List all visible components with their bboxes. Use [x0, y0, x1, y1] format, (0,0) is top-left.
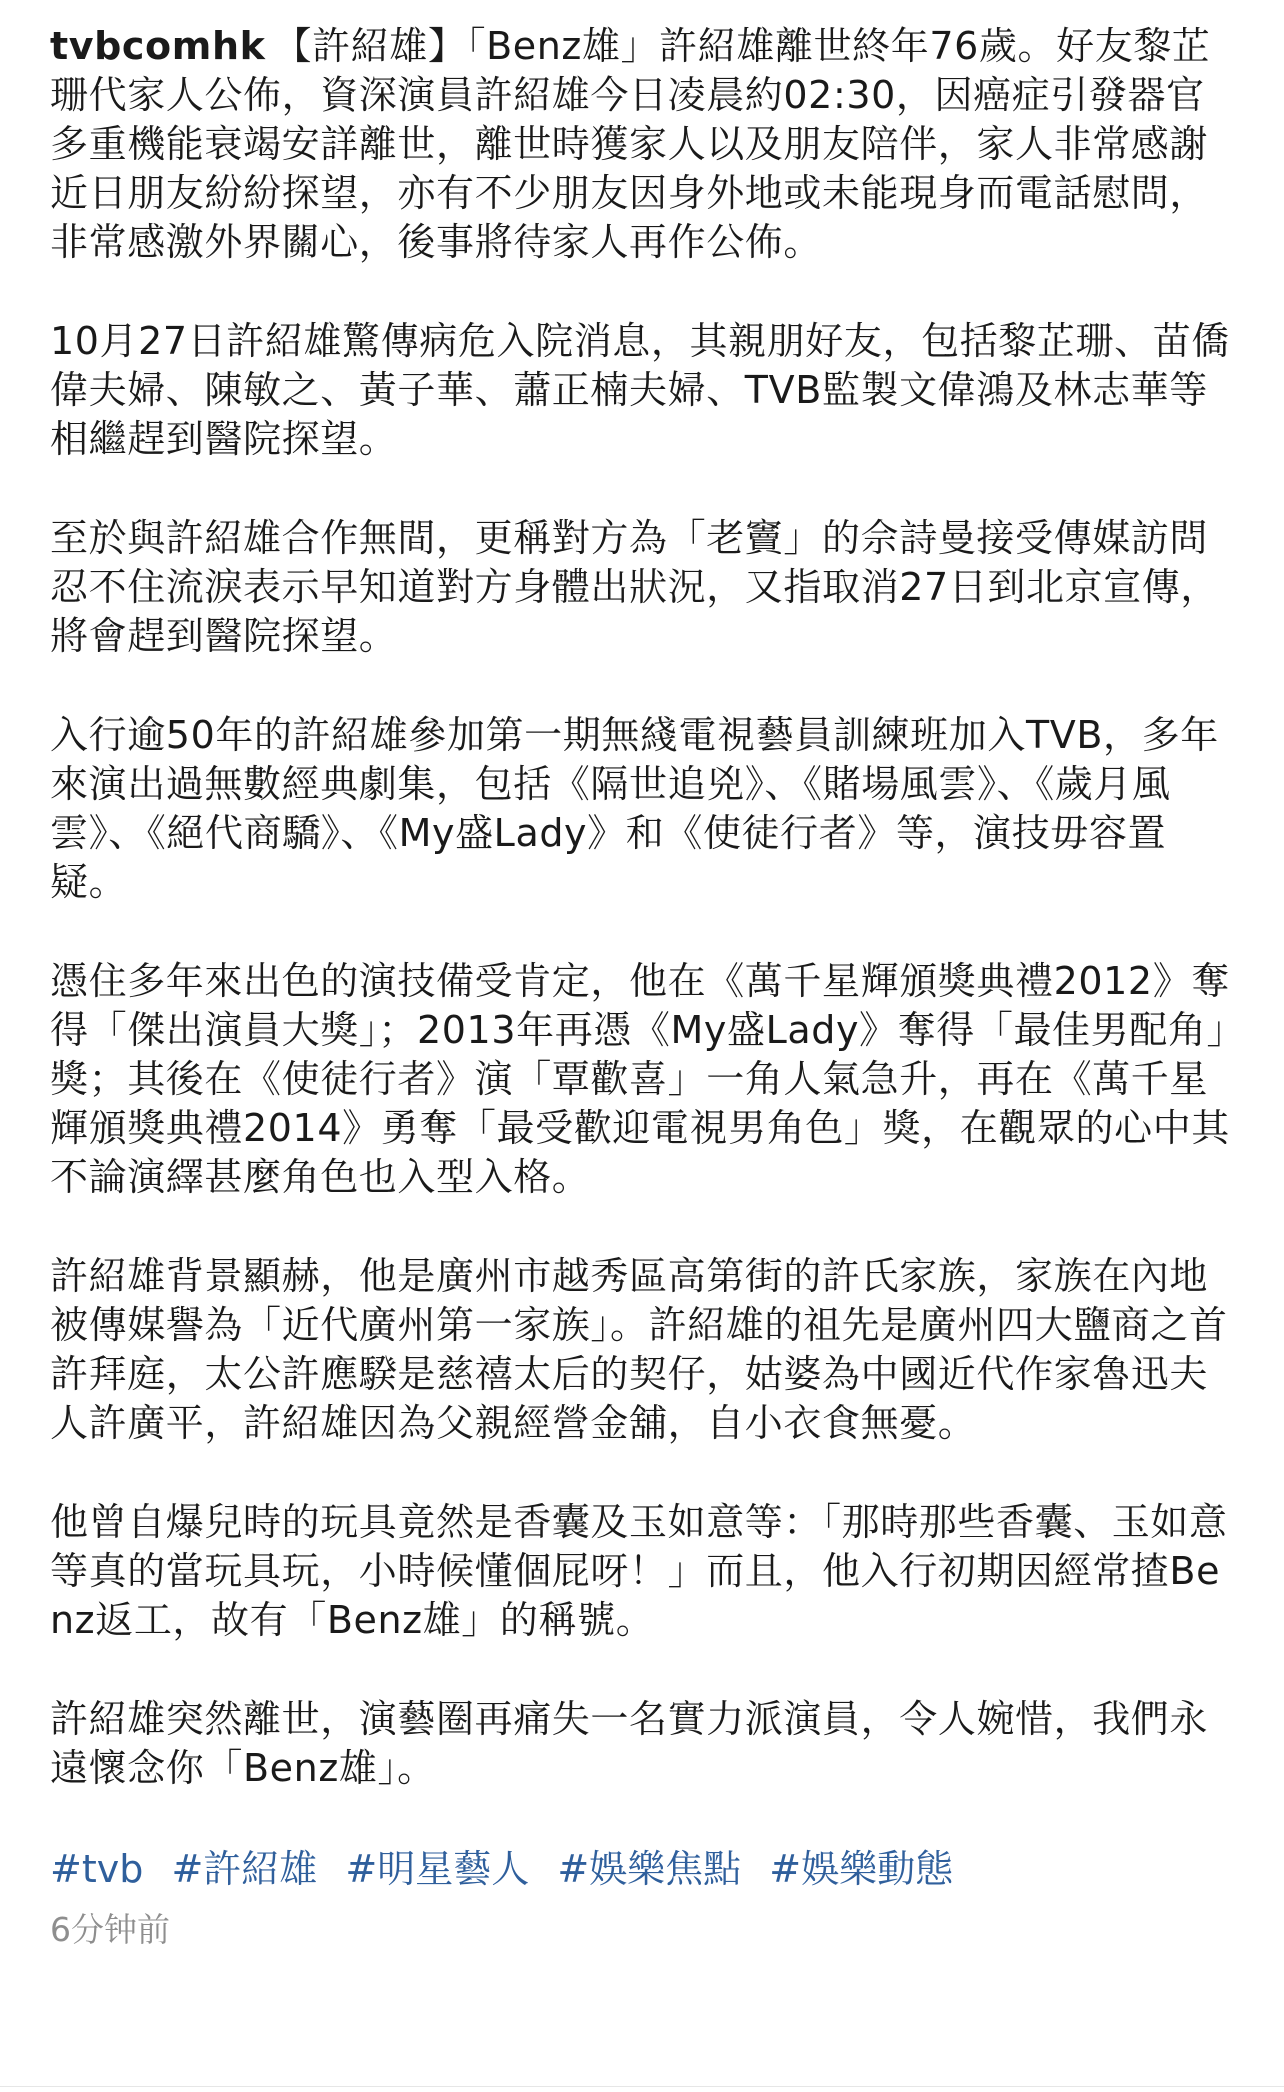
hashtag-list	[50, 1843, 1240, 1895]
post-timestamp: 6分钟前	[50, 1910, 170, 1949]
post-paragraph-5: 憑住多年來出色的演技備受肯定，他在《萬千星輝頒獎典禮2012》奪得「傑出演員大獎」；2013年再憑《My盛Lady》奪得「最佳男配角」獎；其後在《使徒行者》演「覃歡喜」一角人氣急升，再在《萬千星輝頒獎典禮2014》勇奪「最受歡迎電視男角色」獎，在觀眾的心中其不論演繹甚麼角色也入型入格。	[50, 959, 1230, 1199]
post-text-1: 【許紹雄】「Benz雄」許紹雄離世終年76歲。好友黎芷珊代家人公佈，資深演員許紹雄今日凌晨約02:30，因癌症引發器官多重機能衰竭安詳離世，離世時獲家人以及朋友陪伴，家人非常感謝近日朋友紛紛探望，亦有不少朋友因身外地或未能現身而電話慰問，非常感激外界關心，後事將待家人再作公佈。	[50, 24, 1211, 264]
post	[50, 22, 1240, 1953]
post-paragraph-4: 入行逾50年的許紹雄參加第一期無綫電視藝員訓練班加入TVB，多年來演出過無數經典劇集，包括《隔世追兇》、《賭場風雲》、《歲月風雲》、《絕代商驕》、《My盛Lady》和《使徒行者》等，演技毋容置疑。	[50, 713, 1219, 904]
hashtag-entertainment-news[interactable]: #娛樂動態	[769, 1847, 954, 1891]
post-paragraph-1	[50, 22, 1240, 267]
post-paragraph-8: 許紹雄突然離世，演藝圈再痛失一名實力派演員，令人婉惜，我們永遠懷念你「Benz雄」。	[50, 1697, 1209, 1790]
post-paragraph-2: 10月27日許紹雄驚傳病危入院消息，其親朋好友，包括黎芷珊、苗僑偉夫婦、陳敏之、黃子華、蕭正楠夫婦、TVB監製文偉鴻及林志華等相繼趕到醫院探望。	[50, 319, 1230, 461]
post-paragraph-3: 至於與許紹雄合作無間，更稱對方為「老竇」的佘詩曼接受傳媒訪問忍不住流淚表示早知道對方身體出狀況，又指取消27日到北京宣傳，將會趕到醫院探望。	[50, 516, 1219, 658]
hashtag-hui-siu-hung[interactable]: #許紹雄	[171, 1847, 318, 1891]
hashtag-entertainment-focus[interactable]: #娛樂焦點	[557, 1847, 742, 1891]
hashtag-celebrities[interactable]: #明星藝人	[345, 1847, 530, 1891]
username[interactable]: tvbcomhk	[50, 24, 266, 68]
divider	[0, 2086, 1284, 2087]
post-paragraph-6: 許紹雄背景顯赫，他是廣州市越秀區高第街的許氏家族，家族在內地被傳媒譽為「近代廣州第一家族」。許紹雄的祖先是廣州四大鹽商之首許拜庭，太公許應騤是慈禧太后的契仔，姑婆為中國近代作家魯迅夫人許廣平，許紹雄因為父親經營金舖，自小衣食無憂。	[50, 1254, 1228, 1445]
hashtag-tvb[interactable]: #tvb	[50, 1847, 144, 1891]
post-paragraph-7: 他曾自爆兒時的玩具竟然是香囊及玉如意等：「那時那些香囊、玉如意等真的當玩具玩，小時候懂個屁呀！」而且，他入行初期因經常揸Benz返工，故有「Benz雄」的稱號。	[50, 1500, 1228, 1642]
